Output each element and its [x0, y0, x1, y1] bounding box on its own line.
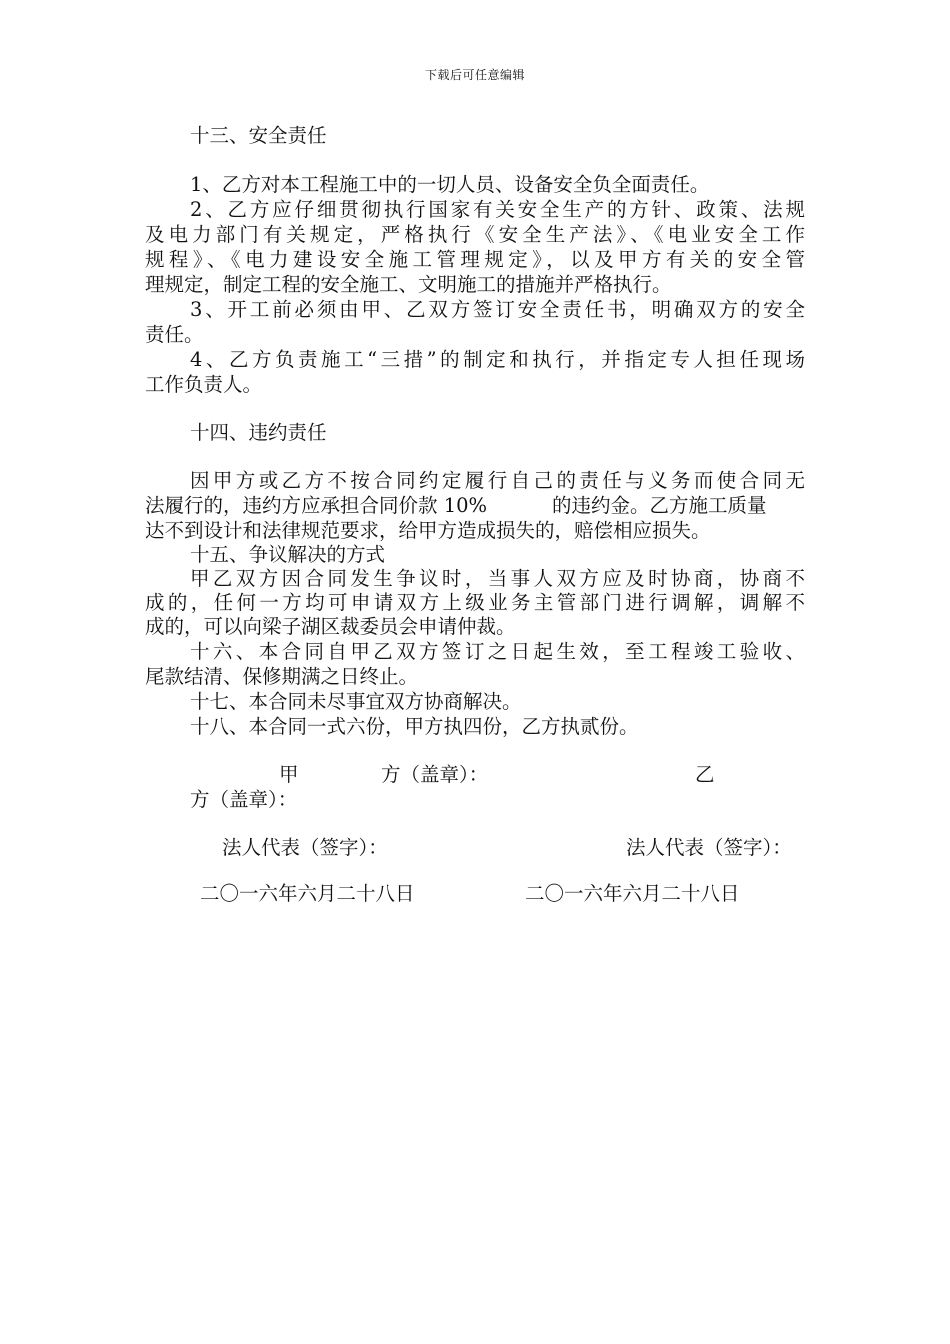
party-a-label: 甲 — [279, 763, 299, 786]
section-14-line: 达不到设计和法律规范要求，给甲方造成损失的，赔偿相应损失。 — [145, 519, 711, 542]
section-15-heading: 十五、争议解决的方式 — [190, 543, 386, 566]
section-13-line: 理规定，制定工程的安全施工、文明施工的措施并严格执行。 — [145, 273, 672, 296]
section-15-line: 成的，任何一方均可申请双方上级业务主管部门进行调解，调解不 — [145, 591, 805, 614]
section-13-line: 及电力部门有关规定，严格执行《安全生产法》、《电业安全工作 — [145, 223, 805, 246]
section-13-line: 责任。 — [145, 323, 204, 346]
section-13-line: 规程》、《电力建设安全施工管理规定》，以及甲方有关的安全管 — [145, 248, 805, 271]
section-17-line: 十七、本合同未尽事宜双方协商解决。 — [190, 690, 522, 713]
section-18-line: 十八、本合同一式六份，甲方执四份，乙方执贰份。 — [190, 715, 639, 738]
section-13-line: 工作负责人。 — [145, 373, 263, 396]
page-header: 下载后可任意编辑 — [424, 68, 525, 82]
section-13-line: 4、乙方负责施工“三措”的制定和执行，并指定专人担任现场 — [190, 348, 805, 371]
section-14-line: 的违约金。乙方施工质量 — [552, 494, 767, 517]
section-16-line: 尾款结清、保修期满之日终止。 — [145, 665, 419, 688]
section-15-line: 甲乙双方因合同发生争议时，当事人双方应及时协商，协商不 — [190, 567, 805, 590]
party-a-seal-label: 方（盖章）： — [381, 763, 489, 786]
section-13-line: 1、乙方对本工程施工中的一切人员、设备安全负全面责任。 — [190, 173, 710, 196]
section-13-line: 3、开工前必须由甲、乙双方签订安全责任书，明确双方的安全 — [190, 298, 805, 321]
rep-a-label: 法人代表（签字）： — [222, 836, 388, 859]
section-14-line: 法履行的，违约方应承担合同价款 10% — [145, 494, 488, 517]
section-14-heading: 十四、违约责任 — [190, 421, 327, 444]
section-15-line: 成的，可以向梁子湖区裁委员会申请仲裁。 — [145, 615, 516, 638]
party-b-seal-label: 方（盖章）： — [190, 788, 298, 811]
rep-b-label: 法人代表（签字）： — [626, 836, 792, 859]
section-13-line: 2、乙方应仔细贯彻执行国家有关安全生产的方针、政策、法规 — [190, 198, 805, 221]
date-a: 二〇一六年六月二十八日 — [200, 882, 415, 905]
section-13-heading: 十三、安全责任 — [190, 124, 327, 147]
section-16-line: 十六、本合同自甲乙双方签订之日起生效，至工程竣工验收、 — [190, 640, 805, 663]
section-14-line: 因甲方或乙方不按合同约定履行自己的责任与义务而使合同无 — [190, 469, 805, 492]
party-b-label: 乙 — [695, 763, 715, 786]
date-b: 二〇一六年六月二十八日 — [525, 882, 740, 905]
